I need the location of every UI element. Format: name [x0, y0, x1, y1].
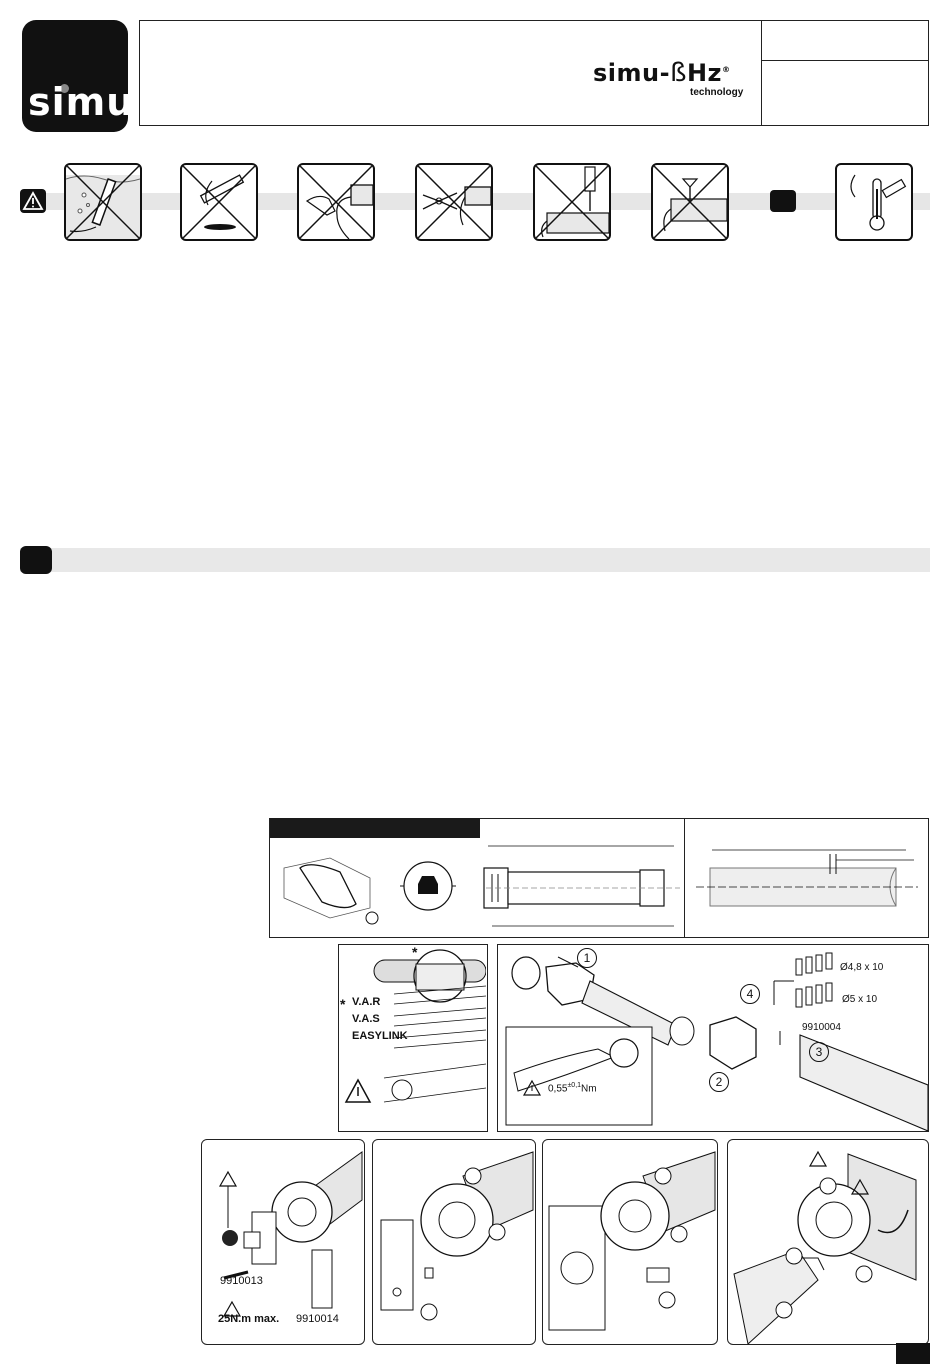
step-4-marker: 4: [740, 984, 760, 1004]
max-torque-label: 25N.m max.: [218, 1313, 280, 1325]
dimension-panel-divider: [684, 818, 685, 938]
step-3-marker: 3: [809, 1042, 829, 1062]
section-band: [20, 548, 930, 572]
header-reference-box: [761, 20, 929, 126]
warning-badge: [20, 189, 46, 213]
dimension-panel-title: [270, 818, 480, 838]
asterisk-mark: *: [412, 944, 418, 960]
water-immersion-icon: [64, 163, 142, 241]
no-cable-carry-icon: [297, 163, 375, 241]
screw-spec-b: Ø5 x 10: [842, 994, 878, 1005]
no-screw-icon: [651, 163, 729, 241]
warning-triangle-icon: [20, 189, 46, 213]
section-marker: [770, 190, 796, 212]
brand-suffix: Hz: [686, 59, 723, 87]
page-number-tab: [896, 1343, 930, 1364]
bracket-part-b: 9910014: [296, 1313, 339, 1325]
temperature-icon: [835, 163, 913, 241]
step-2-marker: 2: [709, 1072, 729, 1092]
torque-value: $0,55^{\pm 0,1}Nm$: [548, 1082, 597, 1095]
wiring-drawing: [728, 1140, 928, 1344]
tube-dimension-drawing: [686, 838, 928, 936]
screw-spec-a: Ø4,8 x 10: [840, 962, 884, 973]
brand-logo: simu-ßHz®: [593, 58, 731, 88]
simu-logo: [22, 20, 135, 132]
no-cutting-icon: [415, 163, 493, 241]
header-divider: [761, 60, 929, 61]
bracket-drawing-2: [373, 1140, 535, 1344]
section-number-badge: [20, 546, 52, 574]
model-vas: V.A.S: [352, 1013, 380, 1025]
crown-part-number: 9910004: [802, 1022, 841, 1033]
motor-dimension-drawing: [270, 838, 683, 936]
step-1-marker: 1: [577, 948, 597, 968]
bracket-part-a: 9910013: [220, 1275, 263, 1287]
model-easylink: EASYLINK: [352, 1030, 408, 1042]
no-shock-icon: [180, 163, 258, 241]
asterisk-mark-models: *: [340, 996, 346, 1012]
model-var: V.A.R: [352, 996, 381, 1008]
brand-name: simu-: [593, 59, 671, 87]
logo-text: simu: [28, 80, 135, 124]
bracket-drawing-3: [543, 1140, 717, 1344]
no-drilling-icon: [533, 163, 611, 241]
brand-beta-glyph: ß: [670, 58, 687, 88]
brand-tagline: technology: [690, 87, 744, 98]
